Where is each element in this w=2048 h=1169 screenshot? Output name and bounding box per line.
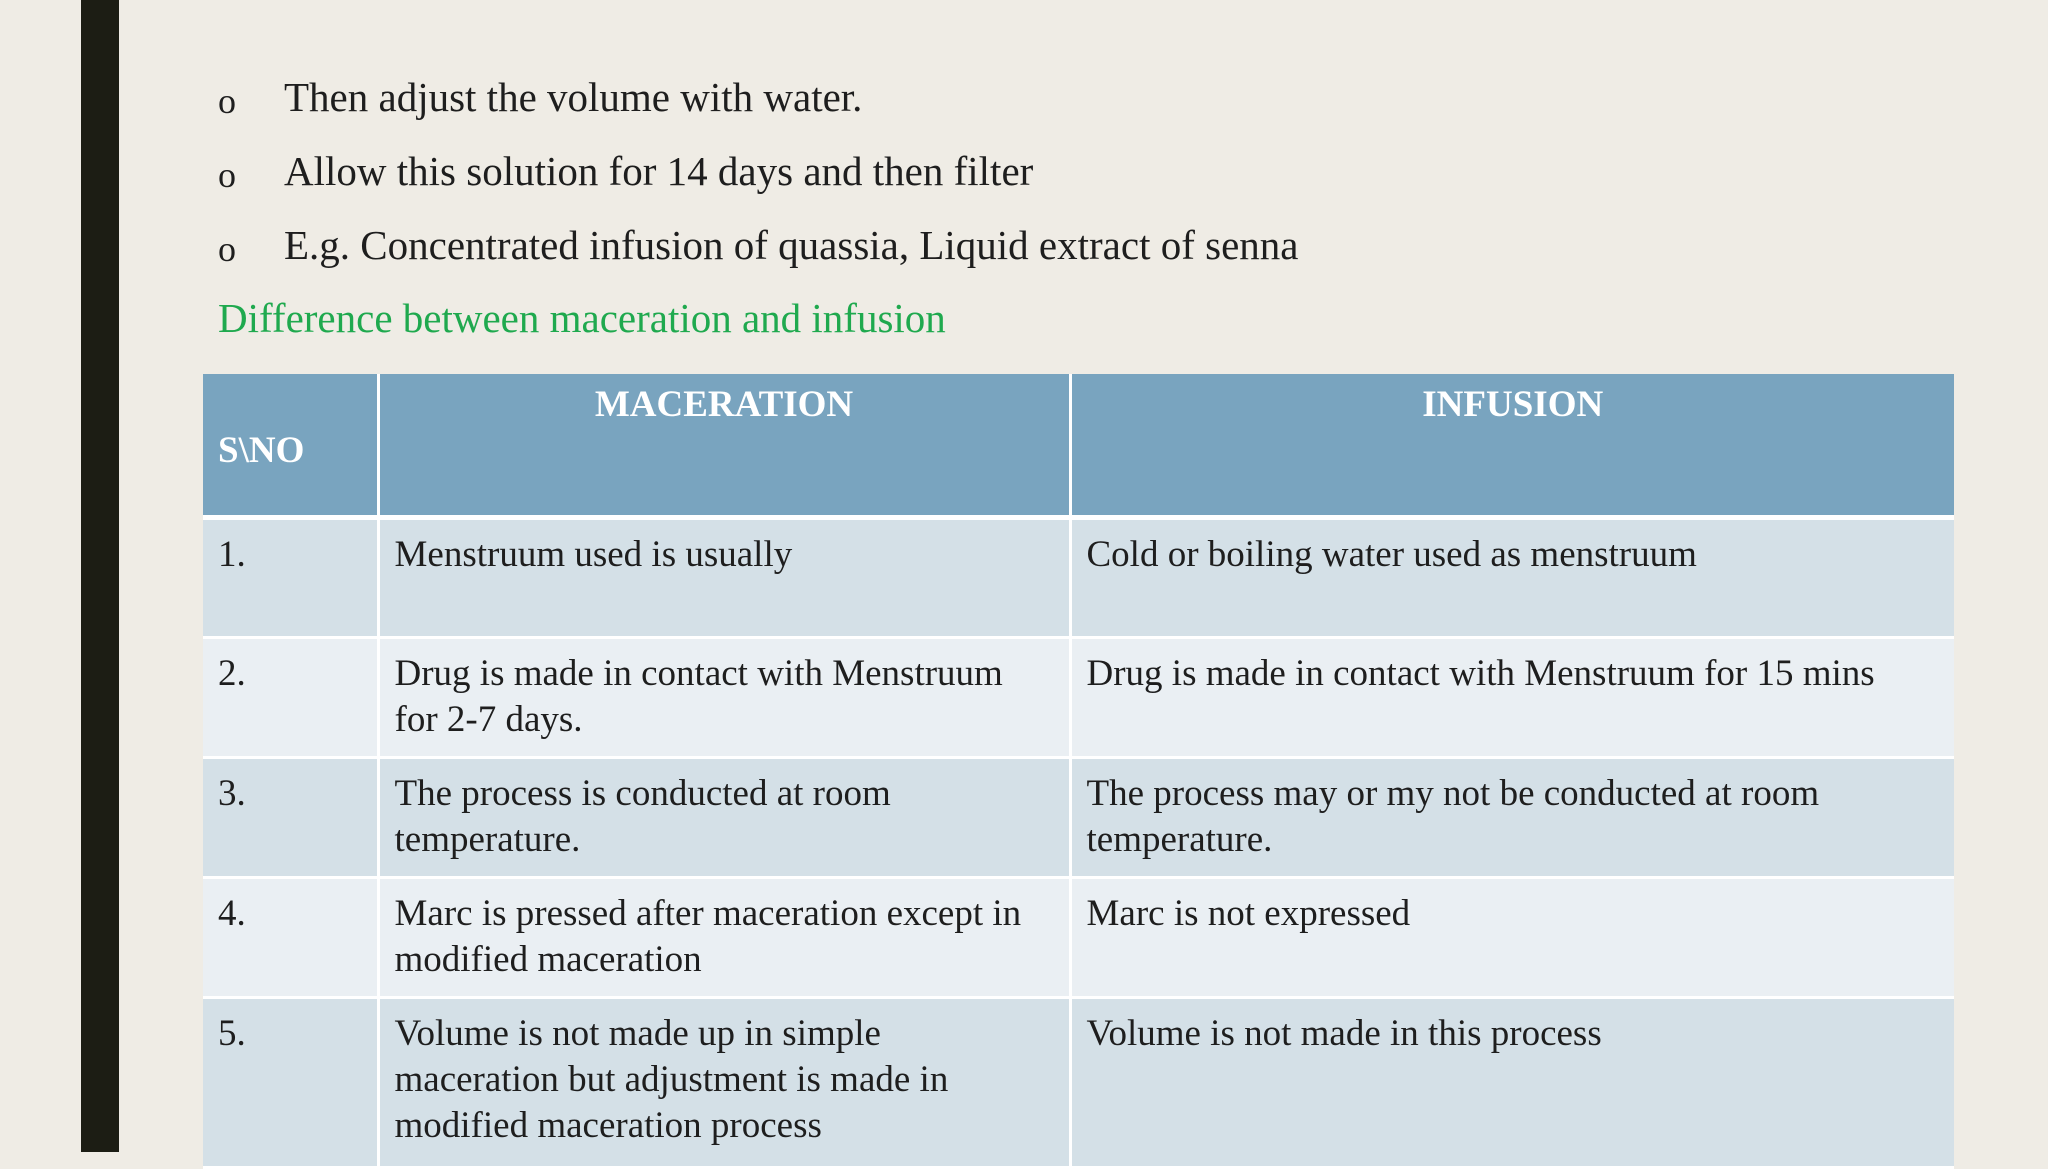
cell-sno: 5. — [203, 997, 378, 1167]
bullet-marker: o — [218, 229, 236, 269]
bullet-item — [218, 140, 1298, 214]
bullet-item — [218, 66, 1298, 140]
left-accent-bar — [81, 0, 119, 1152]
header-maceration-label: MACERATION — [594, 384, 854, 425]
table-row — [203, 637, 1954, 757]
cell-maceration: Volume is not made up in simple maceration but adjustment is made in modified maceration process — [378, 997, 1070, 1167]
header-maceration — [378, 374, 1070, 517]
header-sno-label: S\NO — [218, 430, 305, 471]
cell-sno: 2. — [203, 637, 378, 757]
table-row — [203, 877, 1954, 997]
cell-maceration: Drug is made in contact with Menstruum for 2-7 days. — [378, 637, 1070, 757]
section-heading: Difference between maceration and infusion — [218, 295, 946, 341]
bullet-marker: o — [218, 155, 236, 195]
cell-maceration: Marc is pressed after maceration except in modified maceration — [378, 877, 1070, 997]
cell-sno: 3. — [203, 757, 378, 877]
cell-sno: 1. — [203, 517, 378, 637]
bullet-list — [218, 66, 1298, 288]
table-row — [203, 997, 1954, 1167]
table-header-row — [203, 374, 1954, 517]
cell-infusion: Marc is not expressed — [1070, 877, 1954, 997]
table-row — [203, 517, 1954, 637]
header-sno — [203, 374, 378, 517]
bullet-text: E.g. Concentrated infusion of quassia, Liquid extract of senna — [284, 222, 1299, 268]
bullet-text: Then adjust the volume with water. — [284, 74, 863, 120]
cell-infusion: The process may or my not be conducted at room temperature. — [1070, 757, 1954, 877]
cell-maceration: The process is conducted at room temperature. — [378, 757, 1070, 877]
bullet-item — [218, 214, 1298, 288]
header-infusion-label: INFUSION — [1422, 384, 1604, 425]
cell-sno: 4. — [203, 877, 378, 997]
cell-infusion: Volume is not made in this process — [1070, 997, 1954, 1167]
cell-maceration: Menstruum used is usually — [378, 517, 1070, 637]
cell-infusion: Drug is made in contact with Menstruum for 15 mins — [1070, 637, 1954, 757]
cell-infusion: Cold or boiling water used as menstruum — [1070, 517, 1954, 637]
table-row — [203, 757, 1954, 877]
bullet-text: Allow this solution for 14 days and then filter — [284, 148, 1034, 194]
bullet-marker: o — [218, 81, 236, 121]
comparison-table — [203, 374, 1954, 1169]
header-infusion — [1070, 374, 1954, 517]
